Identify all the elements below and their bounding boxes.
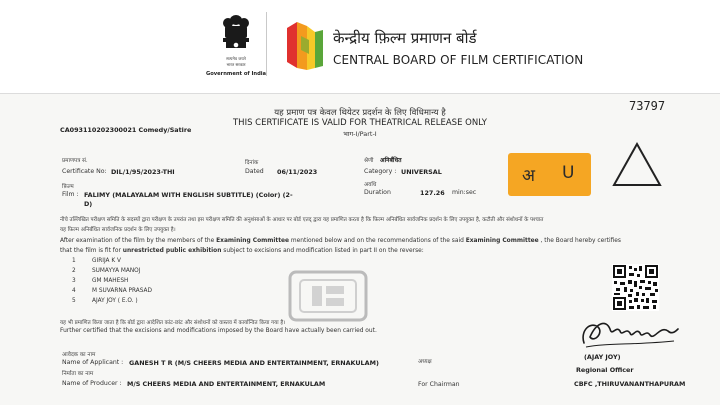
member-number: 1 bbox=[72, 258, 76, 264]
category-label: Category : bbox=[364, 168, 397, 175]
for-chairman: For Chairman bbox=[418, 381, 460, 388]
certification-paragraph-line-1 bbox=[60, 238, 621, 244]
emblem-caption-hindi: सत्यमेव जयते bbox=[226, 56, 246, 61]
category-value: UNIVERSAL bbox=[401, 168, 442, 176]
member-number: 2 bbox=[72, 268, 76, 274]
reference-number: CA093110202300021 Comedy/Satire bbox=[60, 126, 192, 134]
applicant-label-hindi: आवेदक का नाम bbox=[62, 352, 96, 358]
film-label-hindi: फ़िल्म bbox=[62, 184, 74, 190]
officer-signature bbox=[576, 313, 682, 351]
board-name: CENTRAL BOARD OF FILM CERTIFICATION bbox=[333, 53, 584, 67]
qr-code bbox=[612, 264, 659, 311]
para-post: , the Board hereby certifies bbox=[538, 238, 621, 244]
cbfc-stamp bbox=[286, 268, 370, 324]
validity-notice: THIS CERTIFICATE IS VALID FOR THEATRICAL RELEASE ONLY bbox=[232, 118, 487, 128]
committee-member bbox=[72, 278, 252, 288]
cbfc-logo-icon bbox=[283, 18, 327, 76]
committee-member bbox=[72, 268, 252, 278]
producer-value: M/S CHEERS MEDIA AND ENTERTAINMENT, ERNAKULAM bbox=[127, 380, 326, 388]
rating-hindi: अ bbox=[522, 166, 535, 186]
producer-label-hindi: निर्माता का नाम bbox=[62, 371, 94, 377]
cert-no-label-hindi: प्रमाणपत्र सं. bbox=[62, 158, 88, 164]
para2-bold: unrestricted public exhibition bbox=[122, 248, 222, 254]
certificate-part: भाग-I/Part-I bbox=[343, 130, 377, 138]
para-examining-committee-2: Examining Committee bbox=[465, 238, 539, 244]
film-label: Film : bbox=[62, 191, 79, 198]
committee-member bbox=[72, 298, 252, 308]
certificate-top-edge bbox=[0, 93, 720, 94]
dated-value: 06/11/2023 bbox=[277, 168, 318, 176]
emblem-caption-hindi-2: भारत सरकार bbox=[226, 62, 246, 67]
cbfc-logo bbox=[283, 18, 327, 76]
officer-title: Regional Officer bbox=[576, 366, 634, 374]
para2-post: subject to excisions and modification listed in part II on the reverse: bbox=[221, 248, 424, 254]
member-number: 4 bbox=[72, 288, 76, 294]
para-examining-committee-1: Examining Committee bbox=[216, 238, 290, 244]
signature-icon bbox=[576, 313, 682, 351]
further-certified: Further certified that the excisions and modifications imposed by the Board have actually been carried out. bbox=[60, 328, 377, 334]
chairman-hindi: अध्यक्ष bbox=[418, 359, 432, 365]
member-name: GM MAHESH bbox=[92, 278, 129, 284]
hindi-paragraph-line-1: नीचे उल्लिखित परीक्षण समिति के सदस्यों द्वारा परीक्षण के उपरांत तथा इस परीक्षण समिति की अनुशंसाओं के आधार पर बोर्ड एतद् द्वारा यह प्रमाणित करता है कि फ़िल्म अनिर्बंधित सार्वजनिक प्रदर्शन के लिए उपयुक्त है, कटौती और संशोधनों के पश्चात bbox=[60, 217, 544, 223]
applicant-label: Name of Applicant : bbox=[62, 359, 124, 366]
rating-badge bbox=[508, 153, 591, 196]
further-certified-hindi: यह भी प्रमाणित किया जाता है कि बोर्ड द्वारा आदेशित कांट-छांट और संशोधनों को वास्तव में कार्यान्वित किया गया है। bbox=[60, 320, 286, 326]
rating-triangle bbox=[611, 140, 663, 188]
dated-label: Dated bbox=[245, 168, 264, 175]
film-title-line-1: FALIMY (MALAYALAM WITH ENGLISH SUBTITLE) (Color) (2- bbox=[84, 191, 293, 199]
header-divider bbox=[266, 12, 267, 76]
para-pre: After examination of the film by the members of the bbox=[60, 238, 217, 244]
member-name: SUMAYYA MANOJ bbox=[92, 268, 141, 274]
validity-hindi: यह प्रमाण पत्र केवल थियेटर प्रदर्शन के लिए विधिमान्य है bbox=[274, 108, 446, 118]
cert-no-value: DIL/1/95/2023-THI bbox=[111, 168, 175, 176]
committee-member-list bbox=[72, 258, 252, 308]
committee-member bbox=[72, 288, 252, 298]
committee-member bbox=[72, 258, 252, 268]
member-number: 5 bbox=[72, 298, 76, 304]
triangle-icon bbox=[611, 140, 663, 188]
rating-letter: U bbox=[562, 163, 575, 183]
office-name: CBFC ,THIRUVANANTHAPURAM bbox=[574, 380, 686, 388]
officer-name: (AJAY JOY) bbox=[584, 353, 621, 361]
duration-label-hindi: अवधि bbox=[364, 182, 377, 188]
member-name: M SUVARNA PRASAD bbox=[92, 288, 152, 294]
duration-unit: min:sec bbox=[452, 189, 477, 196]
qr-code-icon bbox=[612, 264, 659, 311]
member-number: 3 bbox=[72, 278, 76, 284]
category-value-hindi: अनिर्बंधित bbox=[380, 157, 402, 164]
hindi-paragraph-line-2: यह फ़िल्म अनिर्बंधित सार्वजनिक प्रदर्शन के लिए उपयुक्त है। bbox=[60, 227, 176, 233]
certification-paragraph-line-2 bbox=[60, 248, 424, 254]
emblem-caption: Government of India bbox=[205, 71, 267, 77]
producer-label: Name of Producer : bbox=[62, 380, 122, 387]
member-name: GIRIJA K V bbox=[92, 258, 121, 264]
film-title-line-2: D) bbox=[84, 200, 93, 208]
para2-pre: that the film is fit for bbox=[60, 248, 123, 254]
para-mid: mentioned below and on the recommendations of the said bbox=[289, 238, 466, 244]
dated-label-hindi: दिनांक bbox=[245, 160, 259, 166]
stamp-icon bbox=[286, 268, 370, 324]
cert-no-label: Certificate No: bbox=[62, 168, 107, 175]
board-name-hindi: केन्द्रीय फ़िल्म प्रमाणन बोर्ड bbox=[333, 29, 477, 47]
duration-value: 127.26 bbox=[420, 189, 445, 197]
certificate-serial: 73797 bbox=[629, 99, 666, 113]
category-label-hindi: श्रेणी bbox=[364, 158, 374, 164]
member-name: AJAY JOY ( E.O. ) bbox=[92, 298, 138, 304]
applicant-value: GANESH T R (M/S CHEERS MEDIA AND ENTERTAINMENT, ERNAKULAM) bbox=[129, 359, 379, 367]
duration-label: Duration bbox=[364, 189, 391, 196]
